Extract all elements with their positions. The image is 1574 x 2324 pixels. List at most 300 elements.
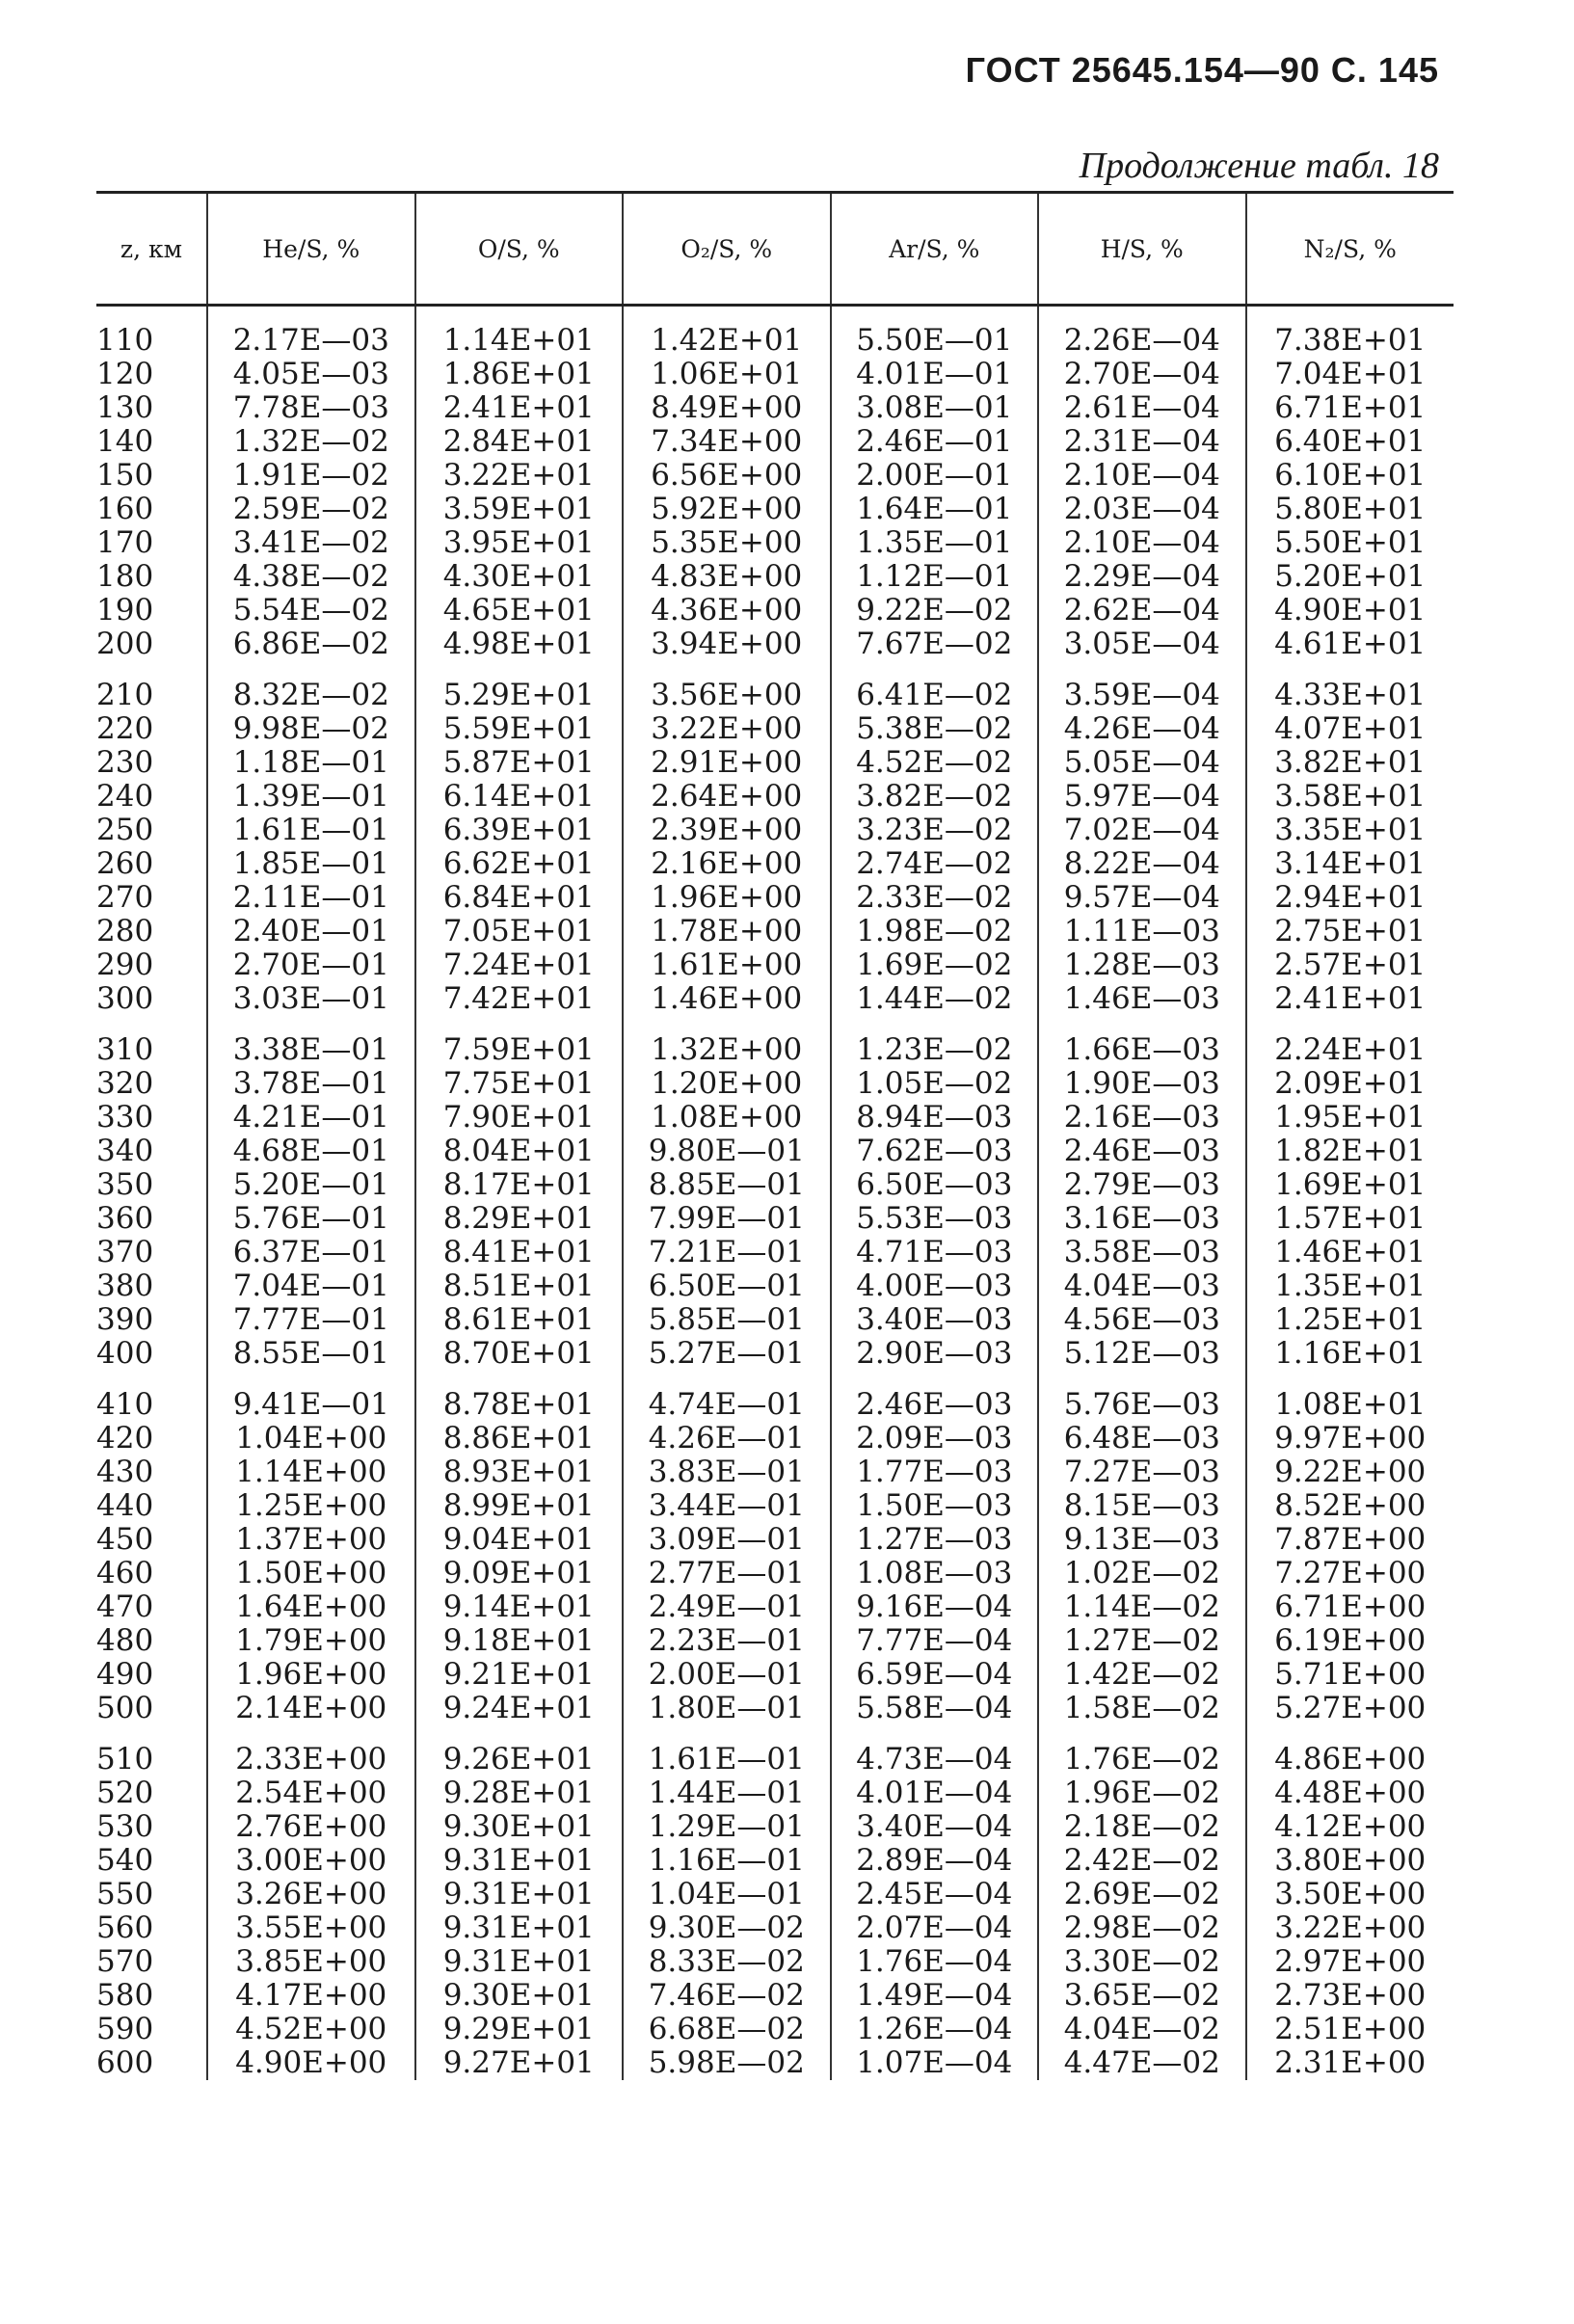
cell-n2: 5.80E+01 — [1246, 493, 1454, 526]
spacer-cell — [415, 661, 624, 679]
cell-n2: 1.16E+01 — [1246, 1337, 1454, 1371]
cell-h: 7.27E—03 — [1038, 1456, 1246, 1489]
cell-n2: 7.27E+00 — [1246, 1557, 1454, 1590]
cell-ar: 3.40E—03 — [831, 1303, 1039, 1337]
cell-o: 3.59E+01 — [415, 493, 624, 526]
cell-ar: 1.05E—02 — [831, 1067, 1039, 1101]
cell-h: 4.47E—02 — [1038, 2046, 1246, 2080]
cell-o2: 5.35E+00 — [623, 526, 831, 560]
cell-n2: 2.09E+01 — [1246, 1067, 1454, 1101]
spacer-cell — [207, 306, 415, 325]
table-row — [96, 459, 1454, 493]
cell-he: 4.21E—01 — [207, 1101, 415, 1135]
cell-ar: 3.08E—01 — [831, 391, 1039, 425]
cell-h: 2.26E—04 — [1038, 324, 1246, 358]
cell-o2: 1.16E—01 — [623, 1844, 831, 1878]
cell-h: 2.16E—03 — [1038, 1101, 1246, 1135]
cell-ar: 4.01E—04 — [831, 1776, 1039, 1810]
spacer-cell — [96, 306, 207, 325]
cell-n2: 4.48E+00 — [1246, 1776, 1454, 1810]
cell-o2: 1.96E+00 — [623, 881, 831, 915]
cell-altitude: 590 — [96, 2012, 154, 2046]
cell-o2: 6.68E—02 — [623, 2013, 831, 2046]
table-row — [96, 358, 1454, 391]
cell-h: 7.02E—04 — [1038, 814, 1246, 847]
cell-he: 5.76E—01 — [207, 1202, 415, 1236]
cell-altitude: 190 — [96, 593, 154, 628]
spacer-cell — [831, 1725, 1039, 1743]
cell-n2: 4.07E+01 — [1246, 712, 1454, 746]
cell-o: 5.87E+01 — [415, 746, 624, 780]
table-row — [96, 1337, 1454, 1371]
cell-altitude: 280 — [96, 914, 154, 948]
cell-n2: 7.38E+01 — [1246, 324, 1454, 358]
cell-he: 3.03E—01 — [207, 982, 415, 1016]
cell-o2: 7.46E—02 — [623, 1979, 831, 2013]
cell-n2: 4.33E+01 — [1246, 679, 1454, 712]
cell-o: 5.29E+01 — [415, 679, 624, 712]
cell-o2: 9.30E—02 — [623, 1911, 831, 1945]
cell-n2: 5.20E+01 — [1246, 560, 1454, 594]
spacer-cell — [1038, 1016, 1246, 1033]
cell-altitude: 430 — [96, 1455, 154, 1489]
cell-ar: 8.94E—03 — [831, 1101, 1039, 1135]
cell-o2: 5.92E+00 — [623, 493, 831, 526]
cell-ar: 7.67E—02 — [831, 628, 1039, 661]
table-row — [96, 1776, 1454, 1810]
cell-o: 2.84E+01 — [415, 425, 624, 459]
cell-o: 9.31E+01 — [415, 1945, 624, 1979]
table-row — [96, 1911, 1454, 1945]
cell-ar: 2.74E—02 — [831, 847, 1039, 881]
cell-o: 3.95E+01 — [415, 526, 624, 560]
cell-o: 8.78E+01 — [415, 1388, 624, 1422]
cell-ar: 2.00E—01 — [831, 459, 1039, 493]
cell-altitude: 360 — [96, 1201, 154, 1236]
cell-ar: 1.44E—02 — [831, 982, 1039, 1016]
table-row — [96, 1202, 1454, 1236]
cell-ar: 1.07E—04 — [831, 2046, 1039, 2080]
cell-h: 2.62E—04 — [1038, 594, 1246, 628]
cell-altitude: 330 — [96, 1100, 154, 1135]
spacer-cell — [623, 661, 831, 679]
cell-altitude: 420 — [96, 1421, 154, 1456]
cell-altitude: 150 — [96, 458, 154, 493]
table-row — [96, 425, 1454, 459]
cell-o2: 2.49E—01 — [623, 1590, 831, 1624]
table-row — [96, 1033, 1454, 1067]
cell-ar: 1.69E—02 — [831, 948, 1039, 982]
cell-altitude: 480 — [96, 1623, 154, 1658]
cell-ar: 6.41E—02 — [831, 679, 1039, 712]
spacer-cell — [415, 1371, 624, 1388]
cell-h: 2.61E—04 — [1038, 391, 1246, 425]
cell-h: 4.04E—03 — [1038, 1269, 1246, 1303]
cell-n2: 2.31E+00 — [1246, 2046, 1454, 2080]
table-row — [96, 1523, 1454, 1557]
cell-altitude: 460 — [96, 1556, 154, 1590]
cell-h: 2.98E—02 — [1038, 1911, 1246, 1945]
cell-o: 8.41E+01 — [415, 1236, 624, 1269]
table-row — [96, 1692, 1454, 1725]
cell-h: 3.05E—04 — [1038, 628, 1246, 661]
cell-o: 7.75E+01 — [415, 1067, 624, 1101]
cell-altitude: 560 — [96, 1910, 154, 1945]
cell-altitude: 490 — [96, 1657, 154, 1692]
table-row — [96, 1489, 1454, 1523]
spacer-cell — [96, 1725, 207, 1743]
cell-he: 8.55E—01 — [207, 1337, 415, 1371]
cell-he: 5.54E—02 — [207, 594, 415, 628]
cell-he: 2.17E—03 — [207, 324, 415, 358]
cell-n2: 1.82E+01 — [1246, 1135, 1454, 1168]
cell-ar: 3.82E—02 — [831, 780, 1039, 814]
cell-altitude: 400 — [96, 1336, 154, 1371]
cell-o2: 4.83E+00 — [623, 560, 831, 594]
cell-o: 8.70E+01 — [415, 1337, 624, 1371]
cell-altitude: 600 — [96, 2045, 154, 2080]
cell-he: 2.76E+00 — [207, 1810, 415, 1844]
spacer-cell — [831, 1371, 1039, 1388]
cell-h: 1.46E—03 — [1038, 982, 1246, 1016]
cell-o2: 5.27E—01 — [623, 1337, 831, 1371]
cell-o: 9.18E+01 — [415, 1624, 624, 1658]
table-row — [96, 594, 1454, 628]
cell-he: 1.32E—02 — [207, 425, 415, 459]
cell-o2: 1.42E+01 — [623, 324, 831, 358]
cell-n2: 9.97E+00 — [1246, 1422, 1454, 1456]
cell-o: 8.29E+01 — [415, 1202, 624, 1236]
cell-o2: 1.78E+00 — [623, 915, 831, 948]
spacer-cell — [831, 661, 1039, 679]
table-row — [96, 1624, 1454, 1658]
cell-ar: 6.59E—04 — [831, 1658, 1039, 1692]
table-header-row — [96, 193, 1454, 306]
cell-he: 4.05E—03 — [207, 358, 415, 391]
cell-n2: 7.04E+01 — [1246, 358, 1454, 391]
cell-o: 6.39E+01 — [415, 814, 624, 847]
cell-he: 2.11E—01 — [207, 881, 415, 915]
cell-he: 3.55E+00 — [207, 1911, 415, 1945]
cell-ar: 2.09E—03 — [831, 1422, 1039, 1456]
cell-h: 2.29E—04 — [1038, 560, 1246, 594]
spacer-cell — [415, 1016, 624, 1033]
cell-altitude: 250 — [96, 813, 154, 847]
cell-o: 8.93E+01 — [415, 1456, 624, 1489]
cell-he: 1.37E+00 — [207, 1523, 415, 1557]
cell-n2: 3.50E+00 — [1246, 1878, 1454, 1911]
cell-h: 1.58E—02 — [1038, 1692, 1246, 1725]
cell-o2: 7.21E—01 — [623, 1236, 831, 1269]
cell-altitude: 410 — [96, 1387, 154, 1422]
cell-altitude: 350 — [96, 1167, 154, 1202]
cell-o: 9.30E+01 — [415, 1979, 624, 2013]
cell-n2: 6.71E+00 — [1246, 1590, 1454, 1624]
table-row — [96, 391, 1454, 425]
cell-he: 2.33E+00 — [207, 1743, 415, 1776]
cell-n2: 8.52E+00 — [1246, 1489, 1454, 1523]
table-row — [96, 1456, 1454, 1489]
cell-altitude: 310 — [96, 1032, 154, 1067]
cell-he: 2.59E—02 — [207, 493, 415, 526]
table-row — [96, 1168, 1454, 1202]
table-continuation-caption: Продолжение табл. 18 — [1079, 146, 1439, 186]
cell-h: 2.10E—04 — [1038, 526, 1246, 560]
cell-o2: 1.08E+00 — [623, 1101, 831, 1135]
cell-ar: 6.50E—03 — [831, 1168, 1039, 1202]
cell-o: 8.61E+01 — [415, 1303, 624, 1337]
column-header-o2: O₂/S, % — [623, 193, 831, 306]
table-row — [96, 2013, 1454, 2046]
cell-altitude: 540 — [96, 1843, 154, 1878]
cell-h: 1.96E—02 — [1038, 1776, 1246, 1810]
cell-he: 1.91E—02 — [207, 459, 415, 493]
cell-n2: 2.97E+00 — [1246, 1945, 1454, 1979]
cell-ar: 1.64E—01 — [831, 493, 1039, 526]
cell-o2: 1.06E+01 — [623, 358, 831, 391]
cell-h: 1.14E—02 — [1038, 1590, 1246, 1624]
cell-o2: 2.23E—01 — [623, 1624, 831, 1658]
cell-h: 4.56E—03 — [1038, 1303, 1246, 1337]
cell-he: 3.78E—01 — [207, 1067, 415, 1101]
cell-o2: 3.94E+00 — [623, 628, 831, 661]
cell-ar: 5.58E—04 — [831, 1692, 1039, 1725]
cell-altitude: 270 — [96, 880, 154, 915]
spacer-cell — [1246, 1371, 1454, 1388]
cell-o2: 3.22E+00 — [623, 712, 831, 746]
cell-o2: 6.50E—01 — [623, 1269, 831, 1303]
cell-ar: 1.49E—04 — [831, 1979, 1039, 2013]
cell-altitude: 120 — [96, 357, 154, 391]
cell-n2: 5.71E+00 — [1246, 1658, 1454, 1692]
cell-n2: 3.82E+01 — [1246, 746, 1454, 780]
cell-altitude: 170 — [96, 525, 154, 560]
cell-he: 7.04E—01 — [207, 1269, 415, 1303]
cell-ar: 4.71E—03 — [831, 1236, 1039, 1269]
table-row — [96, 1422, 1454, 1456]
cell-n2: 3.80E+00 — [1246, 1844, 1454, 1878]
cell-o2: 9.80E—01 — [623, 1135, 831, 1168]
cell-ar: 4.00E—03 — [831, 1269, 1039, 1303]
cell-h: 3.58E—03 — [1038, 1236, 1246, 1269]
cell-n2: 1.08E+01 — [1246, 1388, 1454, 1422]
cell-ar: 9.22E—02 — [831, 594, 1039, 628]
cell-o: 1.86E+01 — [415, 358, 624, 391]
cell-ar: 7.77E—04 — [831, 1624, 1039, 1658]
cell-o2: 2.64E+00 — [623, 780, 831, 814]
cell-h: 5.76E—03 — [1038, 1388, 1246, 1422]
spacer-cell — [831, 1016, 1039, 1033]
table-row — [96, 1743, 1454, 1776]
cell-ar: 1.50E—03 — [831, 1489, 1039, 1523]
cell-altitude: 390 — [96, 1302, 154, 1337]
column-header-ar: Ar/S, % — [831, 193, 1039, 306]
spacer-cell — [207, 1725, 415, 1743]
cell-altitude: 550 — [96, 1877, 154, 1911]
cell-ar: 4.52E—02 — [831, 746, 1039, 780]
cell-ar: 5.50E—01 — [831, 324, 1039, 358]
cell-he: 1.50E+00 — [207, 1557, 415, 1590]
spacer-cell — [831, 306, 1039, 325]
cell-he: 1.25E+00 — [207, 1489, 415, 1523]
cell-n2: 2.57E+01 — [1246, 948, 1454, 982]
cell-o: 9.14E+01 — [415, 1590, 624, 1624]
cell-o2: 1.61E+00 — [623, 948, 831, 982]
cell-o2: 4.74E—01 — [623, 1388, 831, 1422]
cell-n2: 5.50E+01 — [1246, 526, 1454, 560]
cell-ar: 1.98E—02 — [831, 915, 1039, 948]
cell-h: 1.66E—03 — [1038, 1033, 1246, 1067]
cell-o2: 8.49E+00 — [623, 391, 831, 425]
cell-o: 8.51E+01 — [415, 1269, 624, 1303]
cell-o2: 2.16E+00 — [623, 847, 831, 881]
cell-ar: 2.46E—01 — [831, 425, 1039, 459]
cell-he: 1.96E+00 — [207, 1658, 415, 1692]
table-row — [96, 526, 1454, 560]
cell-o2: 2.00E—01 — [623, 1658, 831, 1692]
cell-altitude: 300 — [96, 981, 154, 1016]
table-row — [96, 493, 1454, 526]
cell-n2: 2.94E+01 — [1246, 881, 1454, 915]
cell-h: 3.30E—02 — [1038, 1945, 1246, 1979]
cell-n2: 2.51E+00 — [1246, 2013, 1454, 2046]
table-row — [96, 2046, 1454, 2080]
cell-altitude: 130 — [96, 390, 154, 425]
table-row — [96, 780, 1454, 814]
table-row — [96, 982, 1454, 1016]
cell-h: 2.70E—04 — [1038, 358, 1246, 391]
spacer-cell — [1038, 661, 1246, 679]
spacer-cell — [96, 1016, 207, 1033]
cell-o: 4.98E+01 — [415, 628, 624, 661]
cell-o: 8.99E+01 — [415, 1489, 624, 1523]
table-row — [96, 324, 1454, 358]
table-row — [96, 1269, 1454, 1303]
spacer-cell — [1246, 1016, 1454, 1033]
spacer-cell — [96, 661, 207, 679]
table-row — [96, 1388, 1454, 1422]
cell-h: 1.28E—03 — [1038, 948, 1246, 982]
spacer-cell — [415, 306, 624, 325]
cell-o: 9.24E+01 — [415, 1692, 624, 1725]
cell-o: 4.30E+01 — [415, 560, 624, 594]
cell-n2: 2.75E+01 — [1246, 915, 1454, 948]
cell-h: 1.42E—02 — [1038, 1658, 1246, 1692]
cell-h: 1.90E—03 — [1038, 1067, 1246, 1101]
cell-he: 1.79E+00 — [207, 1624, 415, 1658]
cell-o2: 3.83E—01 — [623, 1456, 831, 1489]
cell-h: 1.02E—02 — [1038, 1557, 1246, 1590]
cell-he: 3.41E—02 — [207, 526, 415, 560]
cell-h: 3.65E—02 — [1038, 1979, 1246, 2013]
cell-h: 2.31E—04 — [1038, 425, 1246, 459]
cell-o: 7.42E+01 — [415, 982, 624, 1016]
cell-h: 2.79E—03 — [1038, 1168, 1246, 1202]
cell-n2: 3.58E+01 — [1246, 780, 1454, 814]
cell-o: 9.29E+01 — [415, 2013, 624, 2046]
spacer-cell — [623, 1371, 831, 1388]
cell-o: 5.59E+01 — [415, 712, 624, 746]
column-header-altitude: z, км — [120, 234, 183, 263]
cell-o: 9.28E+01 — [415, 1776, 624, 1810]
cell-n2: 4.61E+01 — [1246, 628, 1454, 661]
cell-n2: 6.19E+00 — [1246, 1624, 1454, 1658]
cell-altitude: 510 — [96, 1742, 154, 1776]
composition-table — [96, 191, 1454, 2080]
cell-n2: 3.35E+01 — [1246, 814, 1454, 847]
cell-h: 8.15E—03 — [1038, 1489, 1246, 1523]
cell-h: 3.59E—04 — [1038, 679, 1246, 712]
cell-o2: 7.99E—01 — [623, 1202, 831, 1236]
cell-he: 1.61E—01 — [207, 814, 415, 847]
cell-o2: 8.33E—02 — [623, 1945, 831, 1979]
cell-ar: 2.45E—04 — [831, 1878, 1039, 1911]
cell-o: 9.04E+01 — [415, 1523, 624, 1557]
cell-o: 9.31E+01 — [415, 1878, 624, 1911]
cell-he: 4.38E—02 — [207, 560, 415, 594]
cell-o: 9.30E+01 — [415, 1810, 624, 1844]
cell-he: 4.90E+00 — [207, 2046, 415, 2080]
cell-he: 7.77E—01 — [207, 1303, 415, 1337]
table-row — [96, 814, 1454, 847]
cell-he: 2.14E+00 — [207, 1692, 415, 1725]
table-row — [96, 1236, 1454, 1269]
cell-ar: 5.53E—03 — [831, 1202, 1039, 1236]
cell-n2: 5.27E+00 — [1246, 1692, 1454, 1725]
cell-altitude: 580 — [96, 1978, 154, 2013]
spacer-cell — [207, 1016, 415, 1033]
table-row — [96, 712, 1454, 746]
cell-h: 1.76E—02 — [1038, 1743, 1246, 1776]
cell-n2: 6.40E+01 — [1246, 425, 1454, 459]
spacer-cell — [1038, 306, 1246, 325]
cell-he: 1.18E—01 — [207, 746, 415, 780]
cell-he: 1.14E+00 — [207, 1456, 415, 1489]
cell-o: 7.24E+01 — [415, 948, 624, 982]
spacer-cell — [96, 1371, 207, 1388]
cell-h: 9.57E—04 — [1038, 881, 1246, 915]
cell-ar: 2.89E—04 — [831, 1844, 1039, 1878]
cell-o: 6.14E+01 — [415, 780, 624, 814]
cell-o: 9.09E+01 — [415, 1557, 624, 1590]
cell-n2: 3.14E+01 — [1246, 847, 1454, 881]
cell-h: 2.10E—04 — [1038, 459, 1246, 493]
cell-ar: 2.46E—03 — [831, 1388, 1039, 1422]
cell-he: 2.54E+00 — [207, 1776, 415, 1810]
cell-o2: 1.46E+00 — [623, 982, 831, 1016]
cell-o2: 3.09E—01 — [623, 1523, 831, 1557]
cell-o2: 3.56E+00 — [623, 679, 831, 712]
cell-ar: 1.26E—04 — [831, 2013, 1039, 2046]
cell-n2: 7.87E+00 — [1246, 1523, 1454, 1557]
cell-o: 9.26E+01 — [415, 1743, 624, 1776]
spacer-cell — [415, 1725, 624, 1743]
cell-altitude: 530 — [96, 1809, 154, 1844]
cell-o2: 1.32E+00 — [623, 1033, 831, 1067]
cell-altitude: 200 — [96, 627, 154, 661]
cell-he: 1.04E+00 — [207, 1422, 415, 1456]
table-row — [96, 679, 1454, 712]
cell-n2: 1.25E+01 — [1246, 1303, 1454, 1337]
table-row — [96, 1658, 1454, 1692]
data-table-container — [96, 191, 1454, 2080]
cell-altitude: 180 — [96, 559, 154, 594]
spacer-cell — [207, 1371, 415, 1388]
cell-he: 1.85E—01 — [207, 847, 415, 881]
cell-ar: 4.01E—01 — [831, 358, 1039, 391]
cell-o2: 7.34E+00 — [623, 425, 831, 459]
cell-o2: 8.85E—01 — [623, 1168, 831, 1202]
